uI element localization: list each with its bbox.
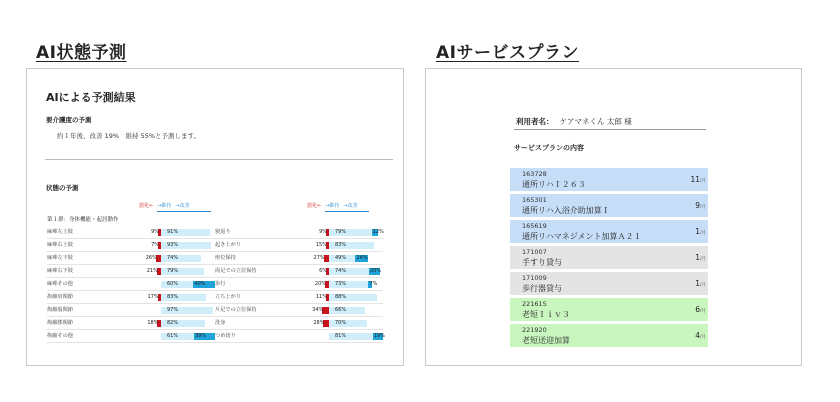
worse-track: [311, 268, 329, 275]
keep-track: [161, 242, 215, 249]
plan-heading: サービスプランの内容: [514, 144, 584, 152]
state-item-name: つめ切り: [215, 333, 236, 339]
keep-track: [329, 229, 383, 236]
plan-item-unit: /月: [699, 309, 706, 314]
plan-item-count: 1: [695, 253, 700, 262]
keep-track: [161, 294, 215, 301]
plan-item-name: 通所リハＩ２６３: [522, 180, 586, 189]
state-row: [215, 240, 383, 252]
plan-item-unit: /月: [699, 257, 706, 262]
keep-track: [329, 255, 383, 262]
keep-track: [161, 333, 215, 340]
keep-track: [161, 320, 215, 327]
prediction-report-panel: [26, 68, 404, 366]
keep-percent: 74%: [167, 255, 179, 261]
keep-track: [161, 268, 215, 275]
plan-item-name: 歩行器貸与: [522, 284, 562, 293]
plan-item[interactable]: [510, 272, 708, 295]
legend-better: →改善: [175, 203, 190, 209]
state-row: [47, 318, 215, 330]
worse-percent: 17%: [147, 294, 159, 300]
legend-rule: [157, 211, 211, 212]
state-item-name: 歩行: [215, 281, 226, 287]
plan-item-unit: /月: [699, 335, 706, 340]
keep-track: [329, 268, 383, 275]
keep-percent: 93%: [167, 242, 179, 248]
state-row: [47, 305, 215, 317]
plan-item-code: 221920: [522, 326, 547, 334]
keep-percent: 88%: [335, 294, 347, 300]
row-rule: [215, 251, 383, 252]
row-rule: [215, 264, 383, 265]
row-rule: [215, 277, 383, 278]
keep-track: [329, 294, 383, 301]
keep-percent: 83%: [167, 294, 179, 300]
keep-percent: 79%: [167, 268, 179, 274]
legend-left: [135, 202, 190, 209]
legend-right: [303, 202, 358, 209]
keep-track: [329, 281, 383, 288]
plan-item-unit: /月: [699, 179, 706, 184]
plan-item-count: 1: [695, 279, 700, 288]
state-item-name: 拘縮膝関節: [47, 320, 73, 326]
state-row: [47, 279, 215, 291]
worse-track: [143, 320, 161, 327]
row-rule: [47, 316, 215, 317]
keep-percent: 82%: [167, 320, 179, 326]
keep-percent: 73%: [335, 281, 347, 287]
worse-track: [311, 320, 329, 327]
keep-percent: 61%: [167, 333, 179, 339]
state-item-name: 起き上がり: [215, 242, 241, 248]
plan-item-count: 1: [695, 227, 700, 236]
worse-track: [143, 333, 161, 340]
worse-percent: 34%: [312, 307, 324, 313]
keep-percent: 81%: [335, 333, 347, 339]
plan-item[interactable]: [510, 324, 708, 347]
worse-track: [311, 281, 329, 288]
keep-percent: 83%: [335, 242, 347, 248]
plan-item-code: 171009: [522, 274, 547, 282]
state-item-name: 両足での立位保持: [215, 268, 257, 274]
state-row: [215, 227, 383, 239]
user-name-line: [516, 116, 632, 127]
worse-track: [143, 307, 161, 314]
worse-percent: 18%: [147, 320, 159, 326]
row-rule: [47, 342, 215, 343]
better-percent: 39%: [194, 333, 207, 339]
worse-track: [311, 229, 329, 236]
worse-bar: [322, 307, 329, 314]
plan-item-code: 171007: [522, 248, 547, 256]
plan-item-count: 11: [690, 175, 700, 184]
state-item-name: 麻痺左上肢: [47, 229, 73, 235]
state-row: [47, 253, 215, 265]
ai-state-prediction-heading: AI状態予測: [36, 43, 127, 63]
worse-percent: 21%: [146, 268, 158, 274]
state-row: [215, 318, 383, 330]
plan-item-code: 221615: [522, 300, 547, 308]
keep-track: [329, 333, 383, 340]
worse-percent: 27%: [313, 255, 325, 261]
better-percent: 19%: [373, 333, 385, 339]
plan-item[interactable]: [510, 246, 708, 269]
keep-percent: 49%: [335, 255, 347, 261]
plan-item-unit: /月: [699, 205, 706, 210]
state-prediction-heading: 状態の予測: [46, 184, 79, 192]
worse-percent: 28%: [313, 320, 325, 326]
worse-percent: 7%: [151, 242, 159, 248]
state-item-name: 座位保持: [215, 255, 236, 261]
keep-track: [161, 307, 215, 314]
state-row: [215, 292, 383, 304]
state-row: [47, 240, 215, 252]
row-rule: [47, 238, 215, 239]
state-row: [215, 253, 383, 265]
keep-track: [329, 307, 383, 314]
plan-item-count: 9: [695, 201, 700, 210]
state-item-name: 麻痺左下肢: [47, 255, 73, 261]
better-percent: 7%: [369, 281, 378, 287]
keep-percent: 60%: [167, 281, 179, 287]
plan-item-code: 165301: [522, 196, 547, 204]
worse-track: [143, 281, 161, 288]
plan-item[interactable]: [510, 298, 708, 321]
state-row: [215, 331, 383, 343]
row-rule: [47, 264, 215, 265]
plan-item-count: 4: [695, 331, 700, 340]
keep-track: [329, 320, 383, 327]
better-percent: 20%: [369, 268, 382, 274]
care-level-heading: 要介護度の予測: [46, 116, 92, 124]
keep-percent: 79%: [335, 229, 347, 235]
worse-track: [143, 268, 161, 275]
keep-percent: 74%: [335, 268, 347, 274]
state-row: [215, 266, 383, 278]
user-name: ケアマネくん 太郎 様: [559, 117, 632, 126]
row-rule: [215, 303, 383, 304]
plan-item-code: 165619: [522, 222, 547, 230]
worse-percent: 26%: [145, 255, 157, 261]
plan-item-code: 163728: [522, 170, 547, 178]
keep-percent: 91%: [167, 229, 179, 235]
care-level-summary: 約１年後、改善 19% 維持 55%と予測します。: [57, 132, 201, 140]
plan-item-name: 老短送迎加算: [522, 336, 570, 345]
worse-percent: 6%: [319, 268, 327, 274]
category-label: 第１群：身体機能・起居動作: [47, 217, 119, 223]
better-percent: 12%: [372, 229, 384, 235]
row-rule: [215, 329, 383, 330]
state-item-name: 立ち上がり: [215, 294, 241, 300]
legend-keep: →維持: [325, 203, 340, 209]
state-row: [215, 305, 383, 317]
worse-track: [311, 294, 329, 301]
report-title: AIによる予測結果: [46, 91, 136, 104]
legend-rule: [325, 211, 369, 212]
state-row: [47, 266, 215, 278]
legend-worse: 悪化←: [139, 203, 154, 209]
service-plan-panel: [425, 68, 802, 366]
legend-keep: →維持: [157, 203, 172, 209]
plan-item-unit: /月: [699, 231, 706, 236]
worse-percent: 20%: [314, 281, 327, 287]
better-percent: 24%: [356, 255, 368, 261]
state-item-name: 拘縮肩関節: [47, 294, 73, 300]
legend-worse: 悪化←: [307, 203, 322, 209]
legend-better: →改善: [343, 203, 358, 209]
keep-track: [161, 229, 215, 236]
row-rule: [47, 303, 215, 304]
worse-track: [311, 307, 329, 314]
better-percent: 40%: [194, 281, 206, 287]
plan-item-name: 手すり貸与: [522, 258, 562, 267]
state-item-name: 寝返り: [215, 229, 231, 235]
worse-track: [143, 294, 161, 301]
state-row: [47, 292, 215, 304]
row-rule: [215, 238, 383, 239]
worse-percent: 9%: [151, 229, 159, 235]
row-rule: [47, 329, 215, 330]
worse-track: [143, 242, 161, 249]
keep-track: [161, 255, 215, 262]
plan-item[interactable]: [510, 168, 708, 191]
worse-percent: 9%: [319, 229, 327, 235]
state-item-name: 洗身: [215, 320, 226, 326]
row-rule: [215, 316, 383, 317]
worse-percent: 15%: [315, 242, 327, 248]
row-rule: [215, 290, 383, 291]
row-rule: [47, 290, 215, 291]
plan-item-unit: /月: [699, 283, 706, 288]
keep-percent: 66%: [335, 307, 347, 313]
keep-track: [161, 281, 215, 288]
keep-percent: 97%: [167, 307, 179, 313]
keep-percent: 70%: [335, 320, 347, 326]
worse-track: [311, 242, 329, 249]
worse-track: [143, 229, 161, 236]
state-item-name: 麻痺右下肢: [47, 268, 73, 274]
plan-item[interactable]: [510, 220, 708, 243]
user-divider: [514, 129, 706, 130]
row-rule: [47, 277, 215, 278]
user-label: 利用者名：: [516, 117, 554, 126]
state-item-name: 拘縮股関節: [47, 307, 73, 313]
keep-track: [329, 242, 383, 249]
plan-item[interactable]: [510, 194, 708, 217]
state-row: [47, 331, 215, 343]
state-row: [215, 279, 383, 291]
row-rule: [215, 342, 383, 343]
row-rule: [47, 251, 215, 252]
state-item-name: 拘縮その他: [47, 333, 73, 339]
worse-track: [311, 333, 329, 340]
plan-item-name: 通所リハ入浴介助加算Ｉ: [522, 206, 610, 215]
state-item-name: 麻痺右上肢: [47, 242, 73, 248]
state-item-name: 麻痺その他: [47, 281, 73, 287]
plan-item-count: 6: [695, 305, 700, 314]
divider: [45, 159, 393, 160]
worse-percent: 11%: [315, 294, 327, 300]
state-row: [47, 227, 215, 239]
plan-item-name: 老短Ｉｉｖ３: [522, 310, 570, 319]
ai-service-plan-heading: AIサービスプラン: [436, 43, 579, 63]
worse-track: [311, 255, 329, 262]
worse-track: [143, 255, 161, 262]
state-item-name: 片足での立位保持: [215, 307, 257, 313]
plan-item-name: 通所リハマネジメント加算Ａ２１: [522, 232, 642, 241]
